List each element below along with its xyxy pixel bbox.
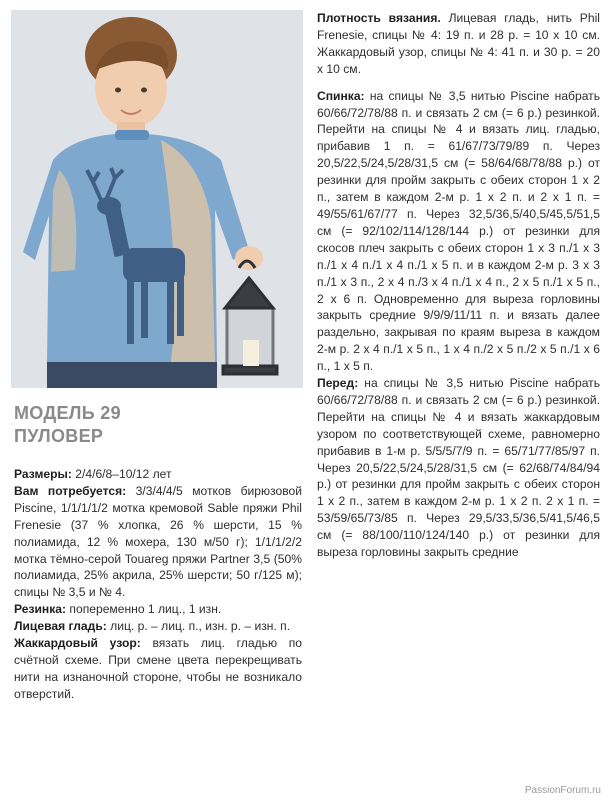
- materials-text: 3/3/4/4/5 мотков бирюзовой Piscine, 1/1/1/1/2 мотка кремовой Sable пряжи Phil Frenesie (37 % хлопка, 26 % шерсти, 15 % полиамида, 12 % мохера, 130 м/50 г); 1/1/1/2/2 мотка тёмно-серой Touareg пряжи Partner 3,5 (50% полиамида, 25% акрила, 25% шерсти; 50 г/125 м); спицы № 3,5 и № 4.: [14, 483, 302, 600]
- model-photo: [11, 10, 303, 388]
- front-paragraph: [317, 375, 600, 561]
- site-watermark: PassionForum.ru: [524, 785, 601, 796]
- sizes-text: 2/4/6/8–10/12 лет: [71, 467, 172, 481]
- left-text-column: [14, 466, 302, 703]
- model-number: МОДЕЛЬ 29: [14, 403, 121, 423]
- stockinette-text: лиц. р. – лиц. п., изн. р. – изн. п.: [106, 619, 291, 634]
- front-text: на спицы № 3,5 нитью Piscine набрать 60/66/72/78/88 п. и связать 2 см (= 6 р.) резинкой. Перейти на спицы № 4 и вязать жаккардовым узором по соответствующей схеме, равномерно прибавив в 1-м р. 5/5/5/7/9 п. = 65/71/77/85/97 п. Через 20,5/22,5/24,5/28/31,5 см (= 62/68/74/84/94 р.) от резинки для пройм закрыть с обеих сторон 1 х 2 п., затем в каждом 2-м р. 1 х 2 п. 2 х 1 п. = 53/59/65/73/85 п. Через 29,5/33,5/36,5/41,5/46,5 см (= 88/100/110/124/140 р.) от резинки для выреза горловины закрыть средние: [317, 376, 600, 560]
- model-name: ПУЛОВЕР: [14, 426, 104, 446]
- right-text-column: [317, 10, 600, 561]
- front-label: Перед:: [317, 376, 359, 391]
- boy-sweater-illustration: [11, 10, 303, 388]
- back-label: Спинка:: [317, 88, 365, 103]
- materials-paragraph: [14, 483, 302, 601]
- jacquard-label: Жаккардовый узор:: [14, 636, 141, 651]
- back-text: на спицы № 3,5 нитью Piscine набрать 60/66/72/78/88 п. и связать 2 см (= 6 р.) резинкой. Перейти на спицы № 4 и вязать лиц. гладью, прибавив 1 п. = 61/67/73/79/89 п. Через 20,5/22,5/24,5/28/31,5 см (= 58/64/68/78/88 р.) от резинки для пройм закрыть с обеих сторон 1 х 2 п., затем в каждом 2-м р. 1 х 2 п. и 2 х 1 п. = 49/55/61/67/77 п. Через 32,5/36,5/40,5/45,5/51,5 см (= 92/102/114/128/144 р.) от резинки для скосов плеч закрыть с обеих сторон 1 х 3 п./1 х 3 п./1 х 4 п./1 х 4 п./1 х 5 п. и в каждом 2-м р. 3 х 3 п./1 х 3 п., 2 х 4 п./3 х 4 п./1 х 4 п., 2 х 5 п./1 х 5 п., 2 х 6 п. Одновременно для выреза горловины закрыть средние 9/9/9/11/11 п. и вязать далее раздельно, закрывая по краям выреза в каждом 2-м р. 2 х 4 п./1 х 5 п., 1 х 4 п./2 х 5 п./2 х 5 п./1 х 6 п., 1 х 5 п.: [317, 88, 600, 374]
- sizes-label: Размеры:: [14, 467, 72, 481]
- rib-paragraph: [14, 601, 302, 618]
- materials-label: Вам потребуется:: [14, 483, 127, 498]
- gauge-label: Плотность вязания.: [317, 11, 441, 25]
- sizes-paragraph: [14, 466, 302, 483]
- rib-text: попеременно 1 лиц., 1 изн.: [66, 602, 222, 617]
- gauge-paragraph: [317, 10, 600, 78]
- rib-label: Резинка:: [14, 602, 67, 617]
- jacquard-paragraph: [14, 635, 302, 703]
- stockinette-paragraph: [14, 618, 302, 635]
- model-title: [14, 402, 304, 448]
- stockinette-label: Лицевая гладь:: [14, 619, 107, 634]
- gauge-text: Лицевая гладь, нить Phil Frenesie, спицы № 4: 19 п. и 28 р. = 10 х 10 см. Жаккардовый узор, спицы № 4: 41 п. и 30 р. = 20 х 10 см.: [317, 11, 600, 76]
- jacquard-text: вязать лиц. гладью по счётной схеме. При смене цвета перекрещивать нити на изнаночной стороне, чтобы не возникало отверстий.: [14, 636, 302, 701]
- back-paragraph: [317, 88, 600, 375]
